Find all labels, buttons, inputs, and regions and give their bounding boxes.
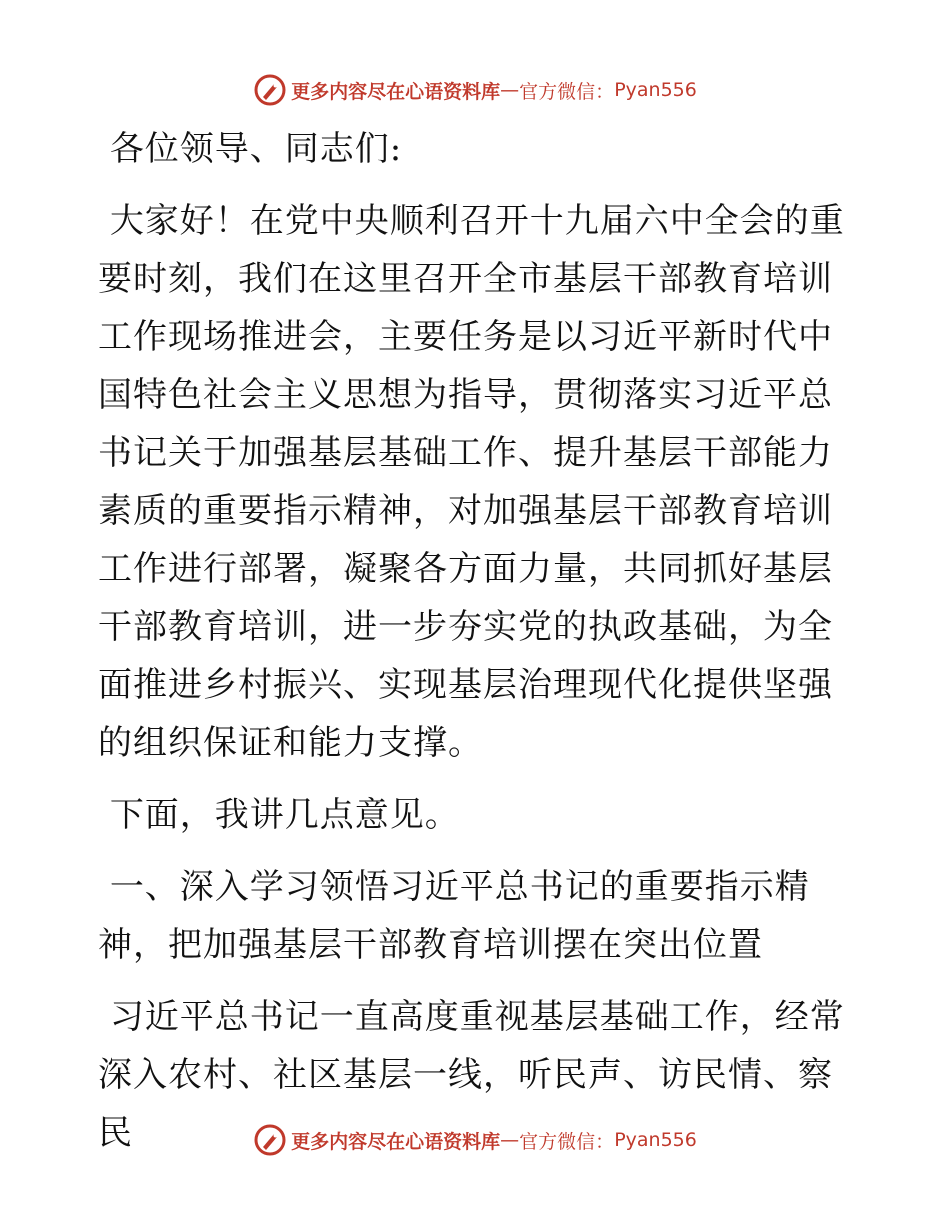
pen-nib-circle-icon [253,1123,287,1157]
banner-separator: — [500,79,520,101]
pen-nib-circle-icon [253,73,287,107]
promo-text: 更多内容尽在心语资料库 [291,80,501,103]
paragraph-transition: 下面，我讲几点意见。 [98,795,460,835]
salutation: 各位领导、同志们: [98,129,403,169]
promo-text: 更多内容尽在心语资料库 [291,1130,501,1153]
paragraph-opening: 大家好！在党中央顺利召开十九届六中全会的重要时刻，我们在这里召开全市基层干部教育培训工作现场推进会，主要任务是以习近平新时代中国特色社会主义思想为指导，贯彻落实习近平总书记关于加强基层基础工作、提升基层干部能力素质的重要指示精神，对加强基层干部教育培训工作进行部署，凝聚各方面力量，共同抓好基层干部教育培训，进一步夯实党的执政基础，为全面推进乡村振兴、实现基层治理现代化提供坚强的组织保证和能力支撑。 [98,201,845,763]
section-heading-1: 一、深入学习领悟习近平总书记的重要指示精神，把加强基层干部教育培训摆在突出位置 [98,867,810,965]
wechat-label: 官方微信： [519,80,615,103]
header-banner [0,72,950,108]
footer-banner [0,1122,950,1158]
document-body [98,120,850,1176]
wechat-id: Pyan556 [614,1129,697,1151]
paragraph-section-1: 习近平总书记一直高度重视基层基础工作，经常深入农村、社区基层一线，听民声、访民情、察民 [98,997,845,1153]
banner-separator: — [500,1129,520,1151]
wechat-id: Pyan556 [614,79,697,101]
wechat-label: 官方微信： [519,1130,615,1153]
